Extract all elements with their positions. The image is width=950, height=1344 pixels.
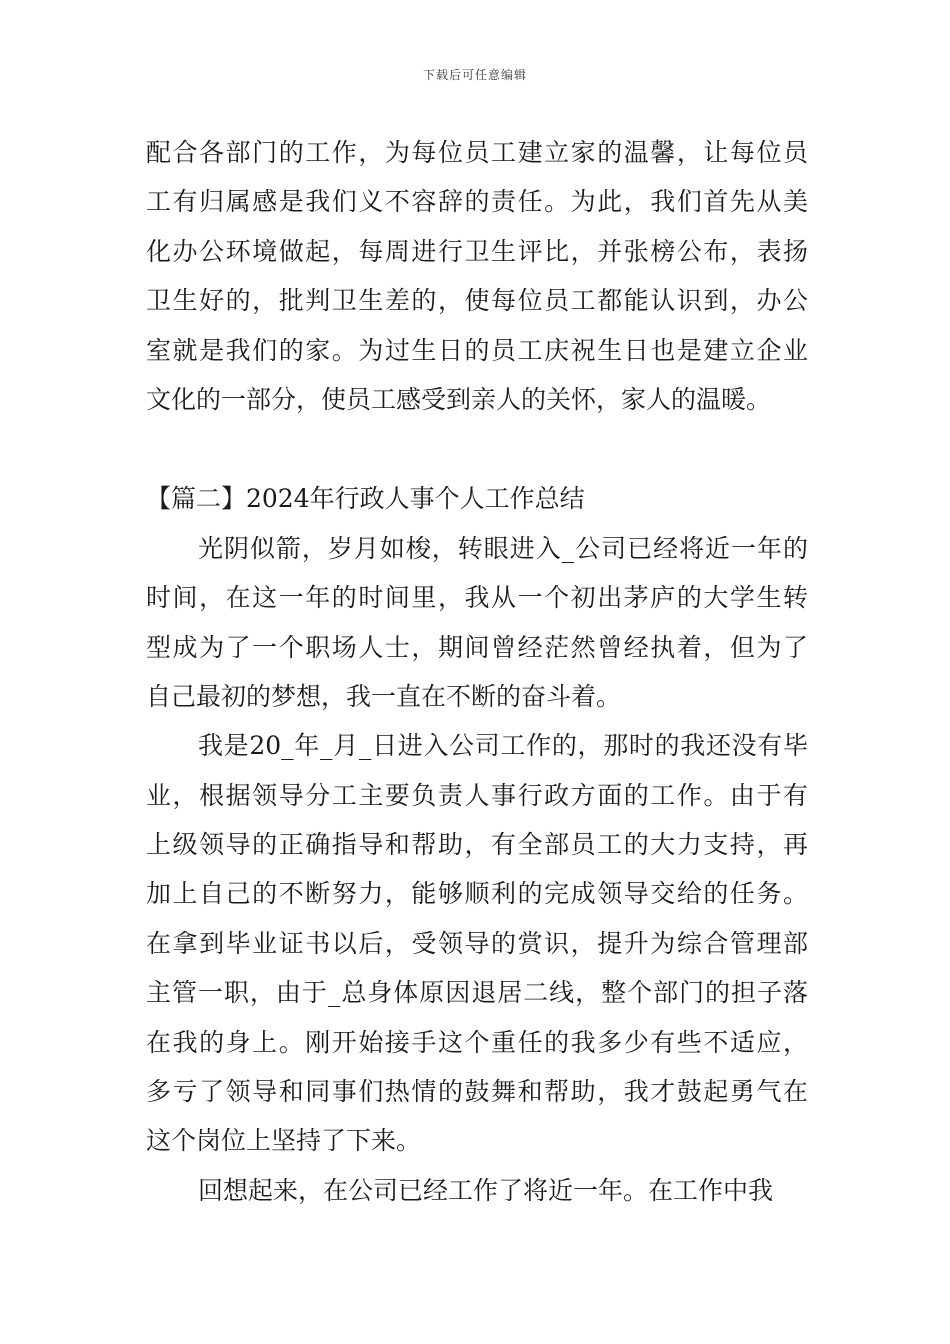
paragraph-gap <box>146 424 808 474</box>
paragraph <box>146 128 808 424</box>
text-line: 主管一职，由于_总身体原因退居二线，整个部门的担子落 <box>146 978 808 1008</box>
text-line: 上级领导的正确指导和帮助，有全部员工的大力支持，再 <box>146 830 808 860</box>
text-line: 自己最初的梦想，我一直在不断的奋斗着。 <box>146 681 622 711</box>
text-line: 配合各部门的工作，为每位员工建立家的温馨，让每位员 <box>146 138 808 167</box>
text-line: 回想起来，在公司已经工作了将近一年。在工作中我 <box>198 1175 774 1205</box>
text-line: 加上自己的不断努力，能够顺利的完成领导交给的任务。 <box>146 879 808 909</box>
heading-text: 【篇二】2024年行政人事个人工作总结 <box>146 484 585 514</box>
text-line: 文化的一部分，使员工感受到亲人的关怀，家人的温暖。 <box>146 384 772 414</box>
text-line: 工有归属感是我们义不容辞的责任。为此，我们首先从美 <box>146 187 808 217</box>
text-line: 在拿到毕业证书以后，受领导的赏识，提升为综合管理部 <box>146 928 808 958</box>
text-line: 业，根据领导分工主要负责人事行政方面的工作。由于有 <box>146 780 808 810</box>
text-line: 时间，在这一年的时间里，我从一个初出茅庐的大学生转 <box>146 583 808 613</box>
paragraph <box>146 1166 808 1215</box>
paragraph <box>146 721 808 1166</box>
page-header-note: 下载后可任意编辑 <box>422 68 527 82</box>
paragraph <box>146 524 808 722</box>
text-line: 我是20_年_月_日进入公司工作的，那时的我还没有毕 <box>198 731 808 761</box>
text-line: 在我的身上。刚开始接手这个重任的我多少有些不适应， <box>146 1027 808 1057</box>
text-line: 型成为了一个职场人士，期间曾经茫然曾经执着，但为了 <box>146 632 808 662</box>
document-body <box>146 128 808 1215</box>
text-line: 光阴似箭，岁月如梭，转眼进入_公司已经将近一年的 <box>198 533 808 563</box>
text-line: 多亏了领导和同事们热情的鼓舞和帮助，我才鼓起勇气在 <box>146 1077 808 1107</box>
section-heading <box>146 474 808 523</box>
text-line: 这个岗位上坚持了下来。 <box>146 1126 422 1156</box>
text-line: 卫生好的，批判卫生差的，使每位员工都能认识到，办公 <box>146 286 808 316</box>
text-line: 室就是我们的家。为过生日的员工庆祝生日也是建立企业 <box>146 335 808 365</box>
text-line: 化办公环境做起，每周进行卫生评比，并张榜公布，表扬 <box>146 236 808 266</box>
